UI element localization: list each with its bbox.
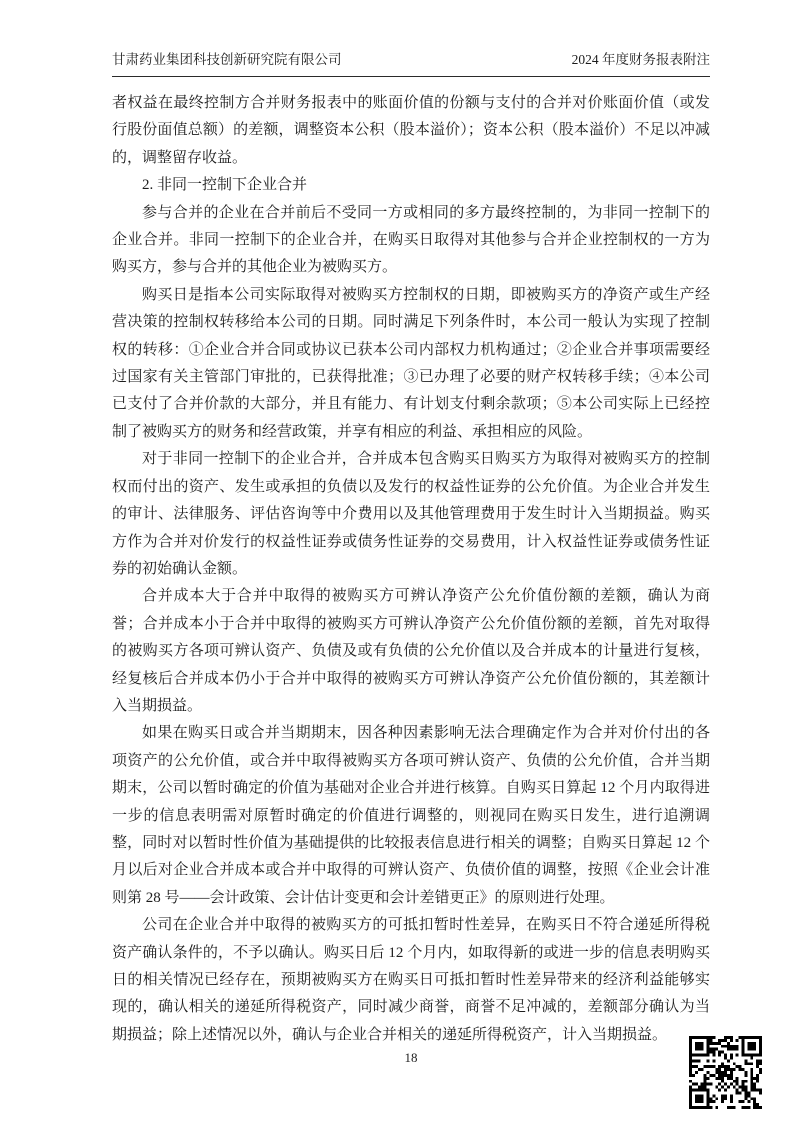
body-text	[112, 90, 710, 1049]
body-paragraph: 参与合并的企业在合并前后不受同一方或相同的多方最终控制的，为非同一控制下的企业合并。非同一控制下的企业合并，在购买日取得对其他参与合并企业控制权的一方为购买方，参与合并的其他企业为被购买方。	[112, 204, 710, 276]
qr-code-svg	[689, 1036, 762, 1109]
body-paragraph: 购买日是指本公司实际取得对被购买方控制权的日期，即被购买方的净资产或生产经营决策的控制权转移给本公司的日期。同时满足下列条件时，本公司一般认为实现了控制权的转移：①企业合并合同或协议已获本公司内部权力机构通过；②企业合并事项需要经过国家有关主管部门审批的，已获得批准；③已办理了必要的财产权转移手续；④本公司已支付了合并价款的大部分，并且有能力、有计划支付剩余款项；⑤本公司实际上已经控制了被购买方的财务和经营政策，并享有相应的利益、承担相应的风险。	[112, 286, 710, 440]
page-number: 18	[404, 1050, 418, 1065]
body-paragraph: 合并成本大于合并中取得的被购买方可辨认净资产公允价值份额的差额，确认为商誉；合并成本小于合并中取得的被购买方可辨认净资产公允价值份额的差额，首先对取得的被购买方各项可辨认资产、负债及或有负债的公允价值以及合并成本的计量进行复核，经复核后合并成本仍小于合并中取得的被购买方可辨认净资产公允价值份额的，其差额计入当期损益。	[112, 588, 710, 714]
body-paragraph: 对于非同一控制下的企业合并，合并成本包含购买日购买方为取得对被购买方的控制权而付出的资产、发生或承担的负债以及发行的权益性证券的公允价值。为企业合并发生的审计、法律服务、评估咨询等中介费用以及其他管理费用于发生时计入当期损益。购买方作为合并对价发行的权益性证券或债务性证券的交易费用，计入权益性证券或债务性证券的初始确认金额。	[112, 451, 710, 577]
page-content	[112, 50, 710, 1049]
header-doc-title: 2024 年度财务报表附注	[571, 52, 710, 67]
qr-code-icon	[689, 1036, 762, 1109]
body-paragraph: 公司在企业合并中取得的被购买方的可抵扣暂时性差异，在购买日不符合递延所得税资产确认条件的，不予以确认。购买日后 12 个月内，如取得新的或进一步的信息表明购买日的相关情况已经存在，预期被购买方在购买日可抵扣暂时性差异带来的经济利益能够实现的，确认相关的递延所得税资产，同时减少商誉，商誉不足冲减的，差额部分确认为当期损益；除上述情况以外，确认与企业合并相关的递延所得税资产，计入当期损益。	[112, 917, 710, 1043]
body-paragraph: 如果在购买日或合并当期期末，因各种因素影响无法合理确定作为合并对价付出的各项资产的公允价值，或合并中取得被购买方各项可辨认资产、负债的公允价值，合并当期期末，公司以暂时确定的价值为基础对企业合并进行核算。自购买日算起 12 个月内取得进一步的信息表明需对原暂时确定的价值进行调整的，则视同在购买日发生，进行追溯调整，同时对以暂时性价值为基础提供的比较报表信息进行相关的调整；自购买日算起 12 个月以后对企业合并成本或合并中取得的可辨认资产、负债价值的调整，按照《企业会计准则第 28 号——会计政策、会计估计变更和会计差错更正》的原则进行处理。	[112, 725, 710, 906]
header-company-name: 甘肃药业集团科技创新研究院有限公司	[112, 52, 342, 67]
section-heading: 2. 非同一控制下企业合并	[142, 177, 308, 194]
body-paragraph: 者权益在最终控制方合并财务报表中的账面价值的份额与支付的合并对价账面价值（或发行股份面值总额）的差额，调整资本公积（股本溢价）；资本公积（股本溢价）不足以冲减的，调整留存收益。	[112, 95, 710, 166]
page-header	[112, 50, 710, 77]
